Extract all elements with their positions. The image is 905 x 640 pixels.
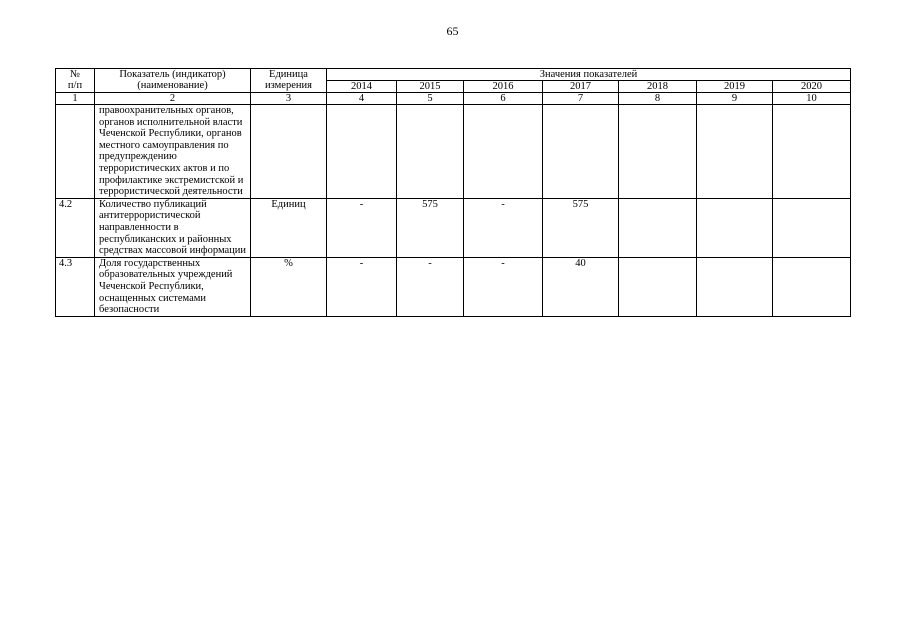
value-cell bbox=[543, 105, 619, 199]
value-cell bbox=[773, 198, 851, 257]
value-cell bbox=[619, 198, 697, 257]
indicator-name: Доля государственных образовательных учреждений Чеченской Республики, оснащенных системами безопасности bbox=[95, 257, 251, 316]
header-year: 2016 bbox=[464, 81, 543, 93]
unit-cell: Единиц bbox=[251, 198, 327, 257]
column-number: 6 bbox=[464, 93, 543, 105]
table-row bbox=[56, 198, 851, 257]
value-cell bbox=[697, 257, 773, 316]
header-year: 2020 bbox=[773, 81, 851, 93]
column-number: 2 bbox=[95, 93, 251, 105]
value-cell: - bbox=[327, 198, 397, 257]
value-cell: - bbox=[327, 257, 397, 316]
value-cell: - bbox=[464, 257, 543, 316]
value-cell bbox=[773, 105, 851, 199]
unit-cell bbox=[251, 105, 327, 199]
column-number: 7 bbox=[543, 93, 619, 105]
value-cell bbox=[327, 105, 397, 199]
table-row bbox=[56, 105, 851, 199]
column-number: 3 bbox=[251, 93, 327, 105]
header-no: № п/п bbox=[56, 69, 95, 93]
value-cell bbox=[697, 105, 773, 199]
column-numbers-row bbox=[56, 93, 851, 105]
header-year: 2014 bbox=[327, 81, 397, 93]
value-cell: - bbox=[397, 257, 464, 316]
header-unit: Единица измерения bbox=[251, 69, 327, 93]
page-number: 65 bbox=[446, 24, 459, 38]
value-cell bbox=[773, 257, 851, 316]
row-number: 4.3 bbox=[56, 257, 95, 316]
value-cell: 40 bbox=[543, 257, 619, 316]
column-number: 10 bbox=[773, 93, 851, 105]
header-values-group: Значения показателей bbox=[327, 69, 851, 81]
header-year: 2019 bbox=[697, 81, 773, 93]
row-number: 4.2 bbox=[56, 198, 95, 257]
column-number: 5 bbox=[397, 93, 464, 105]
value-cell bbox=[464, 105, 543, 199]
unit-cell: % bbox=[251, 257, 327, 316]
header-year: 2017 bbox=[543, 81, 619, 93]
value-cell: - bbox=[464, 198, 543, 257]
row-number bbox=[56, 105, 95, 199]
header-year: 2015 bbox=[397, 81, 464, 93]
value-cell bbox=[397, 105, 464, 199]
indicator-name: правоохранительных органов, органов исполнительной власти Чеченской Республики, органов местного самоуправления по предупреждению террористических актов и по профилактике экстремистской и террористической деятельности bbox=[95, 105, 251, 199]
indicators-table bbox=[55, 68, 851, 317]
column-number: 4 bbox=[327, 93, 397, 105]
header-year: 2018 bbox=[619, 81, 697, 93]
column-number: 9 bbox=[697, 93, 773, 105]
table-row bbox=[56, 257, 851, 316]
value-cell: 575 bbox=[397, 198, 464, 257]
value-cell bbox=[619, 257, 697, 316]
column-number: 1 bbox=[56, 93, 95, 105]
column-number: 8 bbox=[619, 93, 697, 105]
value-cell bbox=[619, 105, 697, 199]
header-indicator: Показатель (индикатор) (наименование) bbox=[95, 69, 251, 93]
indicator-name: Количество публикаций антитеррористической направленности в республиканских и районных средствах массовой информации bbox=[95, 198, 251, 257]
value-cell bbox=[697, 198, 773, 257]
value-cell: 575 bbox=[543, 198, 619, 257]
